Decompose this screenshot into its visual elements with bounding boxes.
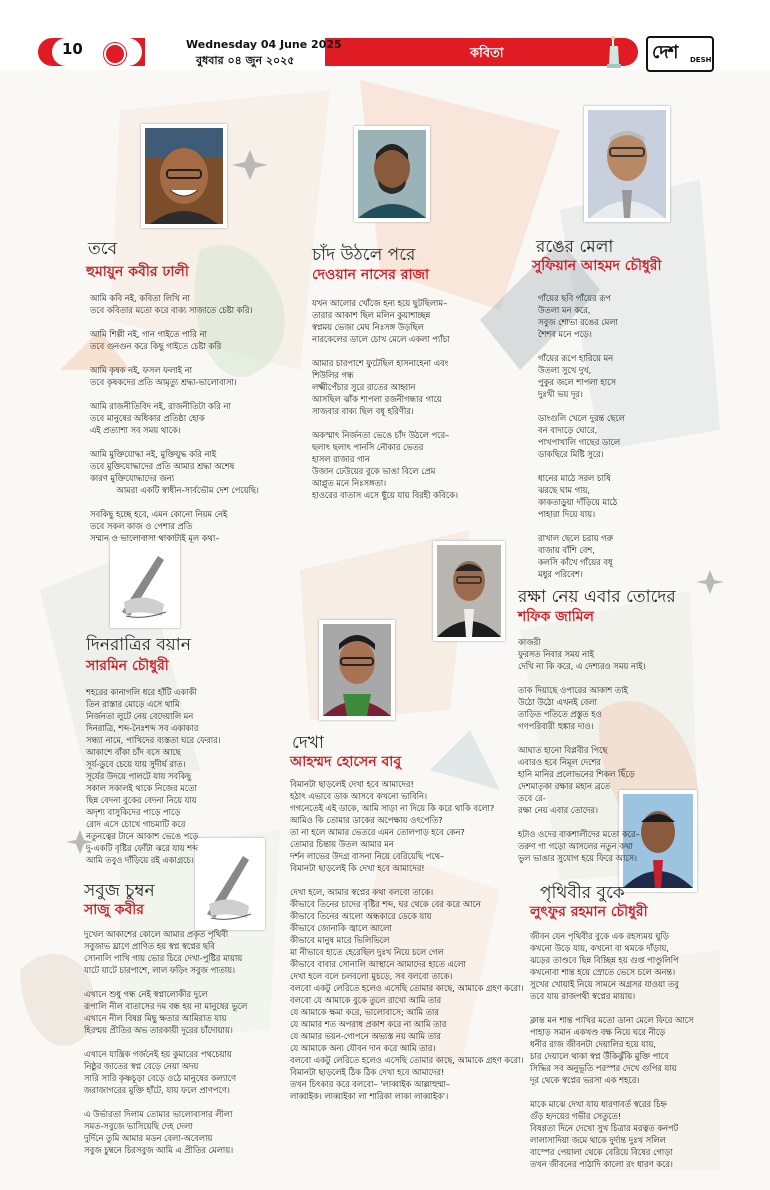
poem-author: সারমিন চৌধুরী — [86, 658, 169, 674]
poem-line: এখানে যান্ত্রিক গর্জনেই হয় কুমারের পথচেয়ায় — [84, 1049, 232, 1059]
poem-line: ধানের মাঠে সরল চাষি — [538, 473, 611, 483]
poem-line: সারি সারি কৃষ্ণচূড়া বেড়ে ওঠে মানুষের কল্যাণে — [84, 1073, 236, 1083]
poem-line: সোনালি পাখি গায় ভোর চিরে দেখা-পুষ্টির মায়ায় — [84, 953, 243, 963]
poem-line — [90, 352, 259, 364]
author-photo-shafiq — [433, 541, 505, 641]
poem-line: স্বপ্নময় ভেজা মেঘ নিঃসঙ্গ উড়ছিল — [312, 322, 424, 332]
page-number: 10 — [62, 40, 83, 58]
poem-line: দূর থেকে স্বপ্নের ভরসা এক শহরে। — [530, 1075, 640, 1085]
poem-line: রূপালি নীল বাতাসের দম বন্ধ হয় না মানুষের ভুলে — [84, 1001, 248, 1011]
poem-line: হঠাৎ এভাবে ডাক আসবে কখনো ভাবিনি। — [290, 791, 427, 801]
poem-line: রোদ এসে চোখে গাচমাটি করে — [86, 819, 186, 829]
poem-line: তবে মুক্তিযোদ্ধাদের প্রতি আমার শ্রদ্ধা অশেষ — [90, 461, 235, 471]
poem-line — [90, 388, 259, 400]
poem-line: ঝড়ের তাণ্ডবে ছিন্ন বিচ্ছিন্ন হয় গুপ্ত পাণ্ডুলিপি — [530, 955, 679, 965]
poem-line: তবে কৃষকদের প্রতি আমৃত্যু শ্রদ্ধা-ভালোবাসা। — [90, 377, 237, 387]
poem-line — [518, 816, 646, 828]
poem-line: যখন আলোর খোঁজে হন্য হয়ে ছুটছিলাম– — [312, 298, 448, 308]
poem-line: গুঁড় হৃদয়ের গভীর সেতুতে! — [530, 1111, 622, 1121]
statue-of-liberty-icon — [604, 36, 624, 68]
poem-line: তা না হলে আমার ভেতরে এমন তোলপাড় হবে কেন? — [290, 827, 465, 837]
poem-line: দেখি না কি করে, এ দেশ্যরও সময় নাই। — [518, 661, 646, 671]
poem-body — [90, 292, 259, 544]
poem-line: সবকিছু হচ্ছে হবে, এমন কোনো নিয়ম নেই — [90, 509, 228, 519]
poem-line: দেখা হলে বলে চলবলো মুচড়ে, সব বলবো তাকে। — [290, 971, 453, 981]
poem-line: বাস্পের পেয়ালা থেকে বেরিয়ে বিষের গোড়া — [530, 1147, 673, 1157]
poem-line: রাখাল ছেলে চরায় গরু — [538, 533, 613, 543]
poem-line: জীবন যেন পৃথিবীর বুকে এক রহস্যময় ঘুড়ি — [530, 931, 669, 941]
poem-line: কখনো উড়ে যায়, কখনো বা থমকে দাঁড়ায়, — [530, 943, 669, 953]
poem-line: সমত-সবুজে ভাসিয়েছি দেহ দেলা — [84, 1121, 193, 1131]
poem-line: আমরা একটি স্বাধীন-সার্বভৌম দেশ পেয়েছি। — [90, 485, 259, 495]
poem-body — [84, 928, 247, 1156]
poem-line: হটাও ওদের বাকশালীদের মতো করে– — [518, 829, 640, 839]
poem-line: হানি মানির প্রলোভনের শিকল ছিঁড়ে — [518, 769, 635, 779]
poem-line — [312, 417, 458, 429]
poem-line: ছিন্ন বেদনা বুকের বেদনা নিয়ে যায় — [86, 795, 197, 805]
poem-line: অদৃশ্য বাসুকিদের পাড়ে পাড়ে — [86, 807, 181, 817]
poem-line: কীভাবে তিনের আলো অন্ধকারে ডেকে যায় — [290, 911, 432, 921]
poem-line: আমি মুক্তিযোদ্ধা নই, মুক্তিযুদ্ধ করি নাই — [90, 449, 217, 459]
flag-icon — [104, 43, 126, 65]
poem-line: ক্লান্ত মন শান্ত পাখির মতো ডানা মেলে ফিরে আসে — [530, 1015, 694, 1025]
poem-body — [530, 930, 694, 1170]
poem-title: রক্ষা নেয় এবার তোদের — [518, 587, 676, 607]
poem-line: আমার চারপাশে ফুটেছিল হাসনাহেনা এবং — [312, 358, 449, 368]
poem-line: পাহাড় সমান একখণ্ড বক্ষ নিয়ে ঘরে নীড়ে — [530, 1027, 666, 1037]
poem-line — [518, 732, 646, 744]
date-english: Wednesday 04 June 2025 — [186, 38, 342, 51]
poem-line: আমিও কি তোমার ডাকের অপেক্ষায় ওৎপেতি? — [290, 815, 443, 825]
poem-line — [90, 316, 259, 328]
poem-line — [538, 520, 625, 532]
poem-line: আপ্লুত মনে নিঃসঙ্গতা। — [312, 478, 387, 488]
poem-line: নির্জনতা লুটে নেয় বেদেয়ালি মন — [86, 711, 194, 721]
poem-line: নিষ্ঠুর জাতের স্বপ্ন বেড়ে নেয়া অদয় — [84, 1061, 199, 1071]
poem-line: জরাজাগরের মুক্তি হাঁটে, যায় ফলে প্রাণপণে। — [84, 1085, 230, 1095]
poem-line: মাকে মাঝে দেখা যায় ধারণাবর্ত স্বরের চিহ্ন — [530, 1099, 667, 1109]
poem-line: উতলা মন করে, — [538, 305, 591, 315]
poem-line: ছলাৎ ছলাৎ পানসি নৌকার ভেতর — [312, 442, 424, 452]
poem-line: নতুনত্বের টানে আকাশ ভেঙে পড়ে — [86, 831, 199, 841]
poem-line: শিউলির গন্ধ — [312, 370, 354, 380]
poem-line: মধুর পরিবেশ। — [538, 569, 583, 579]
poem-line: সন্ধ্যা নামে, পাখিদের ব্যস্ততা ঘরে ফেরার। — [86, 735, 221, 745]
poem-line: তারার আকাশ ছিল মলিন কুয়াশাচ্ছন্ন — [312, 310, 431, 320]
poem-line: শৈশব মনে পড়ে। — [538, 329, 592, 339]
poem-line: কখনোবা শান্ত হয়ে স্রোতে ভেসে চলে অনন্ত। — [530, 967, 676, 977]
poem-line: রক্ষা নেয় এবার তোদের। — [518, 805, 598, 815]
poem-line: কলসি কাঁখে গাঁয়ের বধূ — [538, 557, 613, 567]
poem-line: কাকতাড়ুয়া দাঁড়িয়ে মাঠে — [538, 497, 618, 507]
poem-line: উতলা সুখে দুখ, — [538, 365, 592, 375]
poem-line: তখন চিৎকার করে বলবো– 'লাব্বাইক আল্লাহুম্মা– — [290, 1079, 450, 1089]
poem-line: তবে রে- — [518, 793, 546, 803]
poem-line: সিদ্ধির সব অনুভূতি পরস্পর দেখে গুপির যায় — [530, 1063, 677, 1073]
poem-line: বলবো একটু লেরিতে হলেও এসেছি তোমার কাছে, আমাকে গ্রহণ করো। — [290, 983, 524, 993]
poem-line: দুখেল আকাশের কোলে আমার প্রকৃত পৃথিবী — [84, 929, 229, 939]
poem-line: কীভাবে জোনাকি জ্বালে আলো — [290, 923, 392, 933]
poem-author: হুমায়ুন কবীর ঢালী — [86, 264, 189, 280]
poem-line: সাজবার বাক্য ছিল বধূ হরিণীর। — [312, 406, 414, 416]
poem-line: চার দেয়ালে থাকা স্বপ্ন উঁকিঝুঁকি মুক্তি পাবে — [530, 1051, 669, 1061]
poem-line: অকস্মাৎ নির্জনতা ভেঙে চাঁদ উঠলে পরে– — [312, 430, 450, 440]
author-photo-dewan — [354, 126, 430, 222]
poem-author: সাজু কবীর — [84, 902, 144, 918]
poem-author: লুৎফুর রহমান চৌধুরী — [530, 904, 648, 920]
poem-line: আঘাত হানো বিপ্লবীর পিছে — [518, 745, 608, 755]
poem-title: পৃথিবীর বুকে — [540, 883, 625, 903]
poem-line: আসছিল ঝাঁক শাপলা রজনীগন্ধার গায়ে — [312, 394, 442, 404]
poem-line — [84, 976, 247, 988]
poem-title: চাঁদ উঠলে পরে — [312, 245, 416, 265]
poem-line: কারণ মুক্তিযোদ্ধাদের জন্য — [90, 473, 175, 483]
poem-line: যে আমার ভয়ন-গোপনে অভ্যস্ত নয় আমি তার — [290, 1031, 441, 1041]
poem-line: বিমানটা ছাড়লেই ঠিক ঠিক দেখা হবে আমাদের! — [290, 1067, 445, 1077]
poem-line: তিন রাস্তার মোড়ে এসে থামি — [86, 699, 180, 709]
poem-line: কাজরী — [518, 637, 541, 647]
poem-line: বাজায় বাঁশি বেশ, — [538, 545, 595, 555]
poem-author: সুফিয়ান আহমদ চৌধুরী — [532, 258, 662, 274]
poem-line: আকাশে বাঁকা চাঁদ বসে আছে — [86, 747, 181, 757]
poem-line: আমি শিল্পী নই, গান গাইতে পারি না — [90, 329, 207, 339]
poem-line: সূর্যের উদয়ে পালটে যায় সবকিছু — [86, 771, 192, 781]
poem-line: যে আমার শত অপরাধ প্রকাশ করে না আমি তার — [290, 1019, 447, 1029]
poem-line: লক্ষ্মীপেঁচার সুরে রাতের আহ্বান — [312, 382, 416, 392]
poem-line: এবারও হবে নিমূল দেশের — [518, 757, 601, 767]
poem-line: এই প্রত্যাশা সব সময় থাকে। — [90, 425, 181, 435]
poem-line: ডাংগুলি খেলে দুরন্ত ছেলে — [538, 413, 625, 423]
poem-line — [530, 1086, 694, 1098]
poem-line: সবুজ চুম্বনে চিরসবুজ আমি এ প্রীতির মেলায়। — [84, 1145, 234, 1155]
poem-line: শহরের কানাগলি ধরে হাঁটি একাকী — [86, 687, 197, 697]
poem-line: ফুরসত নিবার সময় নাই — [518, 649, 594, 659]
poem-author: দেওয়ান নাসের রাজা — [312, 267, 430, 283]
pen-illustration-1 — [110, 538, 180, 628]
poem-line: আমি রাজনীতিবিদ নই, রাজনীতিটা করি না — [90, 401, 231, 411]
poem-line: বিমানটা ছাড়লেই দেখা হবে আমাদের! — [290, 779, 414, 789]
poem-line: বলবো যে আমাকে বুকে তুলে রাখো আমি তার — [290, 995, 442, 1005]
poem-line — [84, 1036, 247, 1048]
poem-line: গাঁয়ের ছবি গাঁয়ের রূপ — [538, 293, 611, 303]
poem-line: পুকুর জলে শাপলা হাসে — [538, 377, 616, 387]
poem-line — [290, 874, 523, 886]
poem-line: আমি কৃষক নই, ফসল ফলাই না — [90, 365, 192, 375]
poem-line — [84, 1096, 247, 1108]
poem-line: সূর্য-ডুবে চেয়ে যায় সুদীর্ঘ রাত। — [86, 759, 186, 769]
author-photo-ahmmad — [319, 620, 395, 720]
poem-line — [538, 400, 625, 412]
poem-line: গণপরিবারী হুঙ্কার দাও। — [518, 721, 594, 731]
poem-title: দেখা — [292, 733, 324, 753]
author-photo-humayun — [141, 124, 227, 228]
poem-author: শফিক জামিল — [518, 609, 594, 625]
poem-line: এ উর্ভারতা দিলাম তোমার ভালোবাসার লীলা — [84, 1109, 233, 1119]
poem-line: যে আমাকে অন্য যৌবন দান করে আমি তার। — [290, 1043, 436, 1053]
poem-line — [518, 672, 646, 684]
poem-line: আমি কবি নই, কবিতা লিখি না — [90, 293, 190, 303]
poem-line: দিনরাত্রি, শব্দ-নৈঃশব্দ সব একাকার — [86, 723, 199, 733]
poem-line: গাঁয়ের রূপে হারিয়ে মন — [538, 353, 614, 363]
poem-line: ঝরছে ঘাম গায়, — [538, 485, 590, 495]
poem-title: রঙের মেলা — [536, 237, 614, 257]
poem-line: সম্মান ও ভালোবাসা থাকাটাই মূল কথা– — [90, 533, 220, 543]
poem-line: হাওরের বাতাস এসে ছুঁয়ে যায় বিরহী কবিকে। — [312, 490, 458, 500]
poem-line: সবুজাভ ঘ্রাণে প্রাণিত হয় স্বপ্ন স্বপ্নের ছবি — [84, 941, 215, 951]
poem-line: তোমার চিন্তায় উতল আমার মন — [290, 839, 394, 849]
poem-body — [518, 636, 646, 864]
poem-line: দুর্দিনে তুমি আমার মডন বেলা-অবেলায় — [84, 1133, 213, 1143]
poem-line — [312, 345, 458, 357]
poem-line: কীভাবে মানুষ মারে ভিলিভিলে — [290, 935, 390, 945]
poem-line: তবে সকল কাজ ও পেশার প্রতি — [90, 521, 193, 531]
poem-line — [90, 496, 259, 508]
poem-line: ভুল ভাঙার সুযোগ হয়ে ফিরে আসে। — [518, 853, 638, 863]
poem-line: বিষণ্ণতা দিনে দেখো সুখ চিত্রার মরত্বত কনপট — [530, 1123, 679, 1133]
poem-line: গগনেতেই এই ডাকে, আমি সাড়া না দিয়ে কি করে থাকি বলো? — [290, 803, 495, 813]
poem-line: দু-একটি বৃষ্টির ফোঁটা ঝরে যায় শব্দ — [86, 843, 198, 853]
author-photo-sufian — [584, 106, 670, 222]
poem-line: তাক দিয়াছে ওপারের আকাশ তাই — [518, 685, 628, 695]
poem-line: যে আমাকে ক্ষমা করে, ভালোবাসে; আমি তার — [290, 1007, 439, 1017]
poem-line: সুখের খোয়াই নিয়ে সামনে অগ্রসর যাওয়া তবু — [530, 979, 679, 989]
poem-line — [90, 436, 259, 448]
poem-line: তরুণ গা গড়ো আসলের নতুন কথা — [518, 841, 633, 851]
poem-body — [538, 292, 625, 580]
poem-line: ডাকছিরে মিষ্টি সুরে। — [538, 449, 604, 459]
poem-title: সবুজ চুম্বন — [84, 881, 155, 901]
poem-line: কীভাবে বাবার সোনালি আস্থানে আমাদের হাতে এলো — [290, 959, 466, 969]
poem-line: লাব্বাইক। লাব্বাইকা লা শারিকা লাকা লাব্বাইক'। — [290, 1091, 449, 1101]
poem-line: এখানে নীল বিষণ্ণ মিছু ক্ষতার আমিরাত যায় — [84, 1013, 227, 1023]
poem-line: পাখপাখালি গাছের ডালে — [538, 437, 621, 447]
poem-line: সকাল সকালই থাকে নিজের মতো — [86, 783, 197, 793]
poem-body — [86, 686, 221, 866]
poem-line: বন বাদাড়ে ঘোরে, — [538, 425, 598, 435]
poem-title: দিনরাত্রির বয়ান — [86, 635, 191, 655]
poem-line: দুঃখী ভয় দূর। — [538, 389, 583, 399]
poem-line: হিরণ্ময় প্রীতির অভ তারকায়ী দূরের চাঁদোয়ায়। — [84, 1025, 233, 1035]
poem-line: কীভাবে তিনের চাদের বৃষ্টির শব্দ, ঘর থেকে বের করে আনে — [290, 899, 481, 909]
poem-line: হাসল রাজার গান — [312, 454, 370, 464]
date-bangla: বুধবার ০৪ জুন ২০২৫ — [196, 54, 295, 67]
poem-line: তখন জীবনের পাঠাদি কালো রং ধারণ করে। — [530, 1159, 673, 1169]
poem-line — [530, 1002, 694, 1014]
poem-line — [538, 340, 625, 352]
poem-line: বিমানটা ছাড়লেই কি দেখা হবে আমাদের! — [290, 863, 425, 873]
poem-line: ধনীর রাজ জীবনটা দেয়ালির হয়ে যায়, — [530, 1039, 656, 1049]
poem-body — [312, 297, 458, 501]
page-header — [0, 0, 770, 70]
poem-line: নারকেলের ডালে চোখ মেলে একলা প্যাঁচা — [312, 334, 450, 344]
logo-text: দেশ — [652, 42, 678, 63]
poem-line: এখানে শুধু গন্ধ নেই স্বপ্নালোকীর দুলে — [84, 989, 208, 999]
poem-body — [290, 778, 523, 1102]
poem-line: বলবো একটু লেরিতে হলেও এসেছি তোমার কাছে, আমাকে গ্রহণ করো। — [290, 1055, 524, 1065]
section-title: কবিতা — [470, 46, 504, 61]
poem-line: তবে যায় রাজপথী স্বপ্নের মায়ায়। — [530, 991, 636, 1001]
poem-line: তাড়িত পতিতে প্রস্তুত হও — [518, 709, 602, 719]
poem-line: দর্শন লাভের উদগ্র বাসনা নিয়ে বেরিয়েছি পথে– — [290, 851, 445, 861]
poem-line: তবে গুনগুন করে কিছু গাইতে চেষ্টা করি — [90, 341, 222, 351]
poem-line: যাটে যাটে চারপাশে, লাল ফড়িং সবুজ পাতায়। — [84, 965, 236, 975]
poem-line: পাহারা দিয়ে যায়। — [538, 509, 596, 519]
logo-subtext: DESH — [690, 56, 712, 64]
poem-line: দেশমাতৃকা রক্ষার মহান ব্রতে — [518, 781, 611, 791]
poem-line — [538, 460, 625, 472]
poem-line: সবুজ শোভা রঙের মেলা — [538, 317, 618, 327]
poem-title: তবে — [88, 239, 118, 259]
poem-line: লালাসাদিয়া জমে থাকে দুর্দান্ত দুঃখ সলিল — [530, 1135, 666, 1145]
poem-line: তবে কবিতার মতো করে বাক্য সাজাতে চেষ্টা করি। — [90, 305, 253, 315]
poem-line: তবে মানুষের অধিকার প্রতিষ্ঠা হোক — [90, 413, 205, 423]
poem-line: আমি তবুও দাঁড়িয়ে রই একাগ্রচে। — [86, 855, 194, 865]
poem-line: উঠো উঠো এখনই বেলা — [518, 697, 597, 707]
poem-line: দেখা হলে, আমার স্বপ্নের কথা বলবো তাকে। — [290, 887, 434, 897]
poem-line: উজান ঢেউয়ের বুকে ভাঙা বিলে প্রেম — [312, 466, 436, 476]
poem-author: আহম্মদ হোসেন বাবু — [290, 754, 402, 770]
poem-line: মা নীভাবে হাতে হেরেছিল দুঃখ নিয়ে চলে গেল — [290, 947, 444, 957]
